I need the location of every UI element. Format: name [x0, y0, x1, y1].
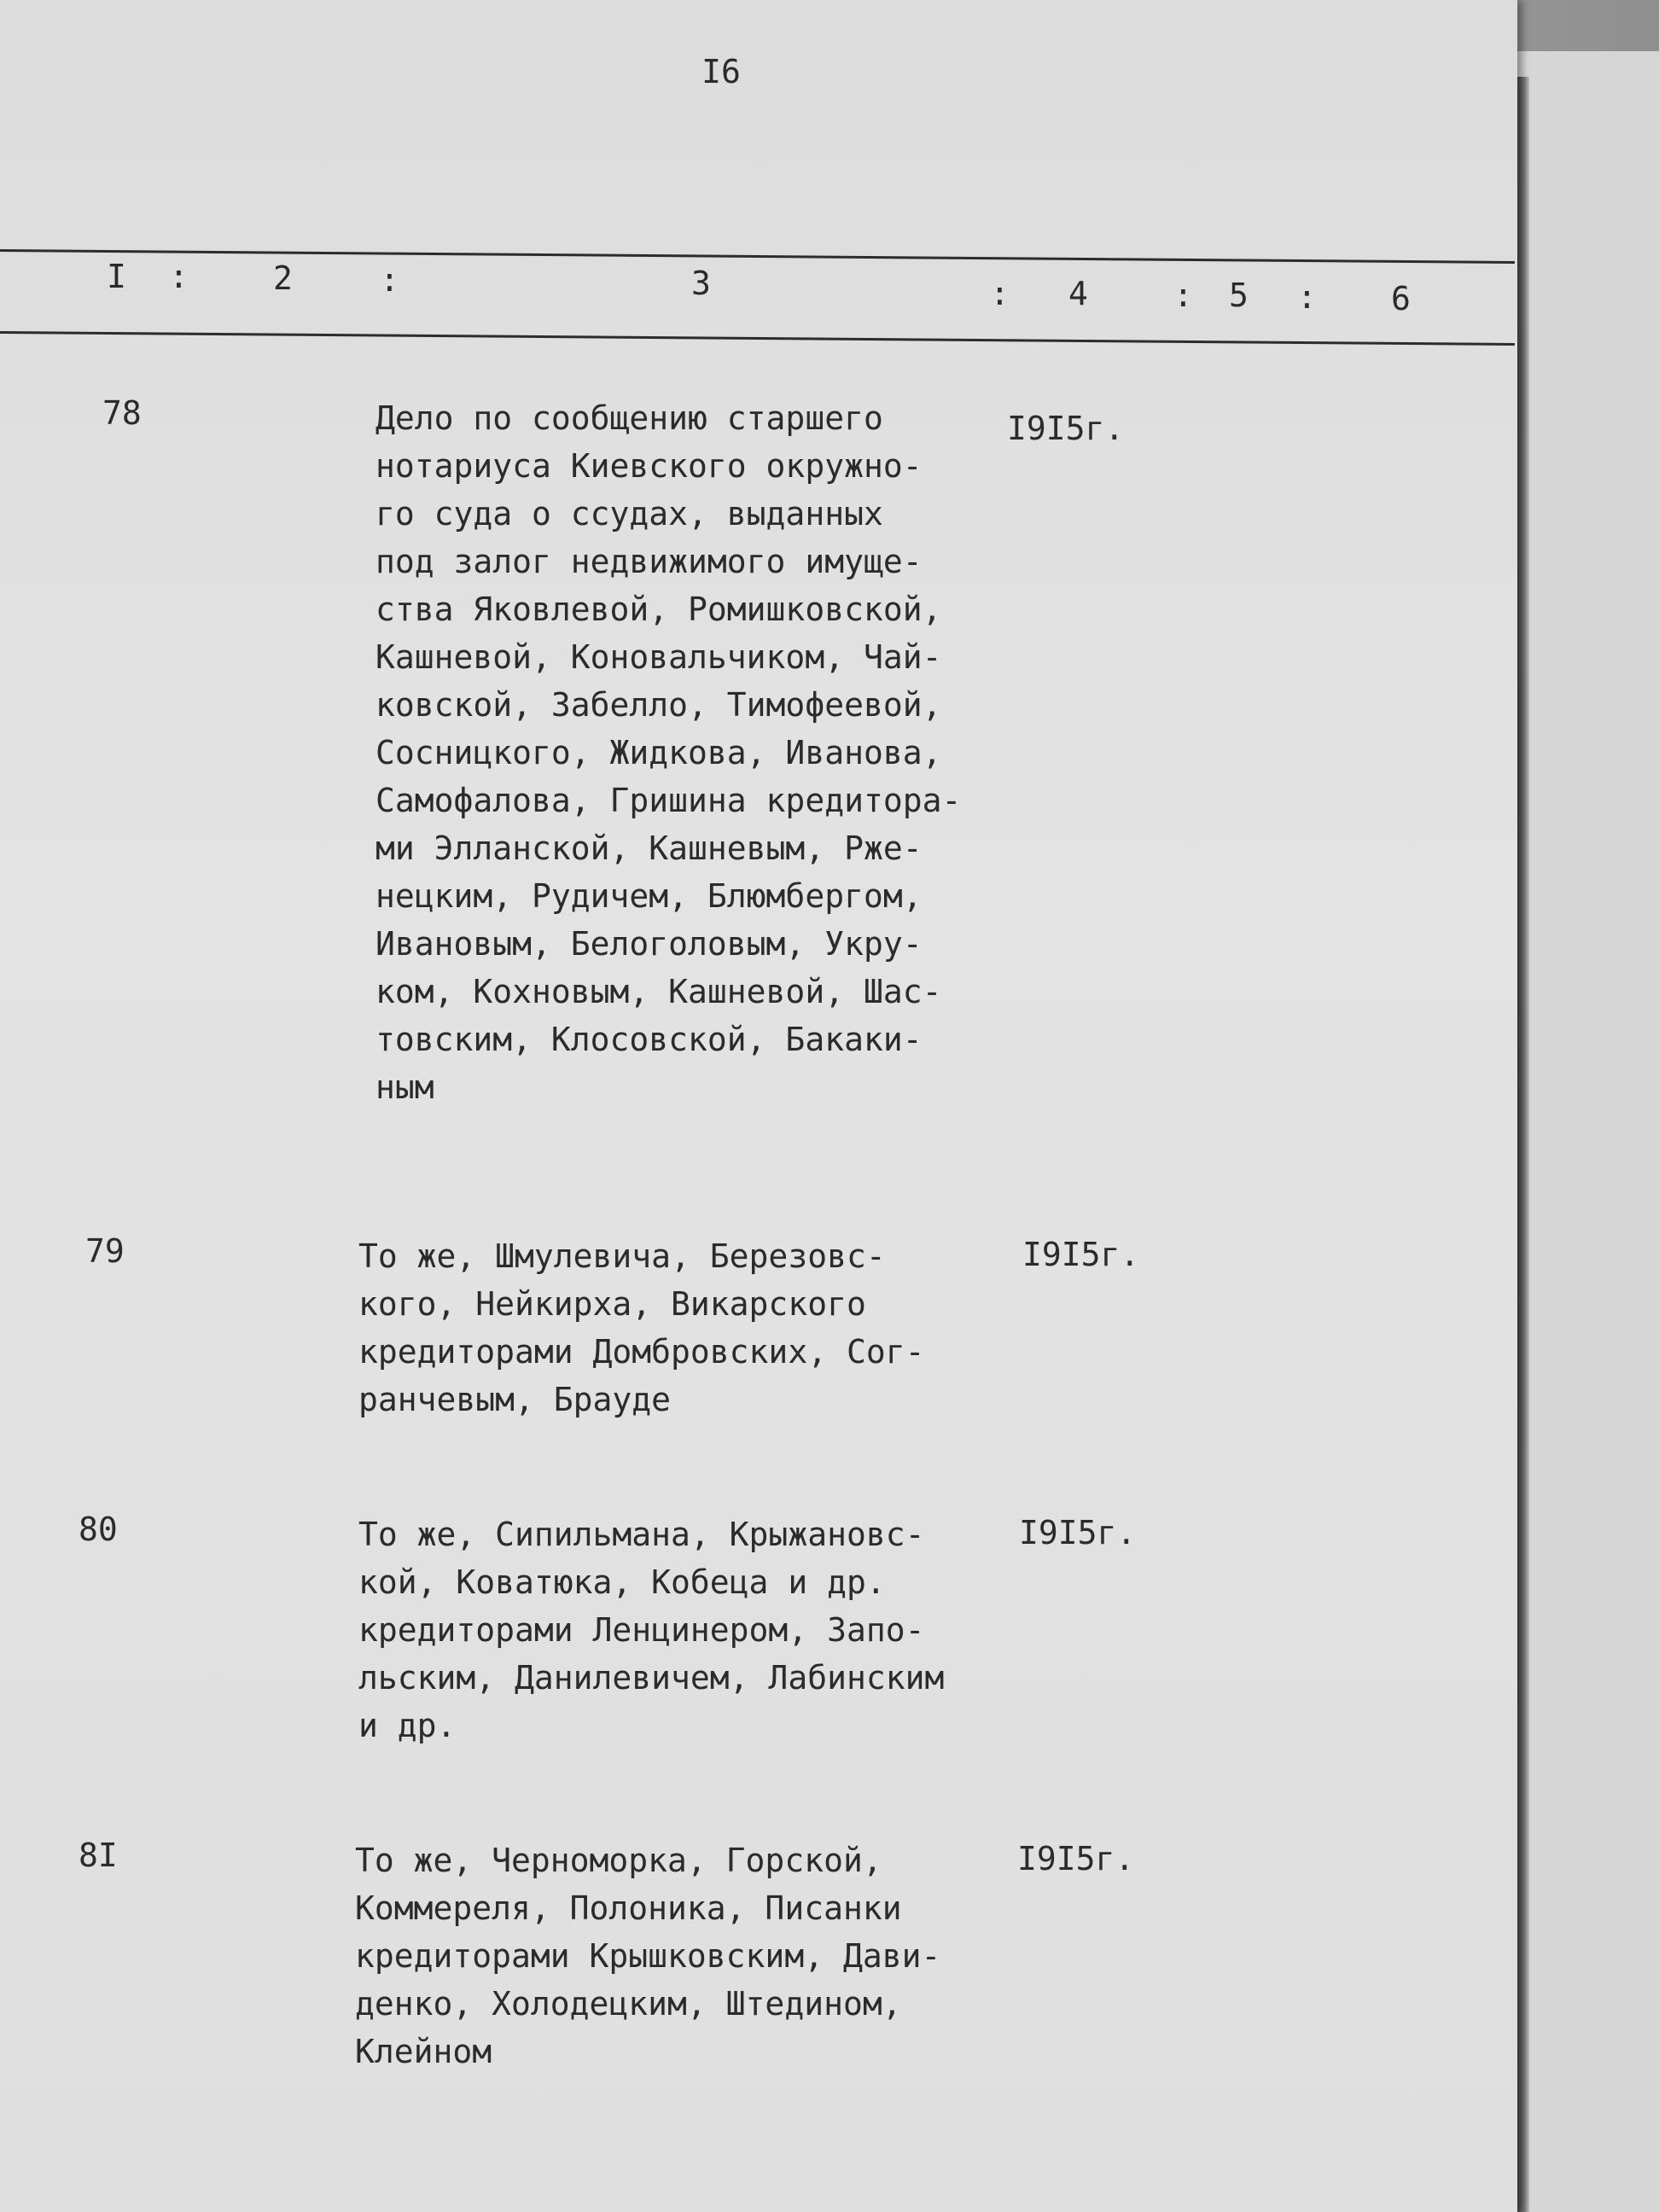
column-header-2: 2	[273, 259, 293, 297]
entry-description: То же, Сипильмана, Крыжановс- кой, Коватюка, Кобеца и др. кредиторами Ленцинером, Запо- льским, Данилевичем, Лабинским и др.	[358, 1516, 945, 1744]
entry-year: I9I5г.	[1019, 1514, 1137, 1551]
page-edge	[1517, 77, 1529, 2212]
column-header-row	[0, 256, 1515, 324]
entry-number: 78	[102, 394, 142, 432]
column-header-6: 6	[1391, 280, 1411, 317]
entry-description: То же, Черноморка, Горской, Коммереля, Полоника, Писанки кредиторами Крышковским, Дави- денко, Холодецким, Штедином, Клейном	[355, 1842, 941, 2070]
entry-description: То же, Шмулевича, Березовс- кого, Нейкирха, Викарского кредиторами Домбровских, Сог- ранчевым, Брауде	[358, 1237, 925, 1418]
column-separator: :	[380, 261, 399, 299]
column-header-1: I	[107, 258, 126, 295]
entry-year: I9I5г.	[1022, 1236, 1140, 1273]
entry-description: Дело по сообщению старшего нотариуса Киевского окружно- го суда о ссудах, выданных под залог недвижимого имуще- ства Яковлевой, Ромишковской, Кашневой, Коновальчиком, Чай- ковской, Забелло, Тимофеевой, Сосницкого, Жидкова, Иванова, Самофалова, Гришина кредитора- ми Элланской, Кашневым, Рже- нецким, Рудичем, Блюмбергом, Ивановым, Белоголовым, Укру- ком, Кохновым, Кашневой, Шас- товским, Клосовской, Бакаки- ным	[375, 399, 962, 1106]
entry-number: 79	[85, 1232, 125, 1270]
column-separator: :	[990, 275, 1010, 312]
column-separator: :	[169, 258, 189, 295]
header-rule-bottom	[0, 331, 1515, 346]
entry-number: 8I	[79, 1837, 118, 1874]
column-separator: :	[1297, 278, 1317, 316]
column-header-3: 3	[691, 265, 711, 302]
entry-year: I9I5г.	[1007, 410, 1125, 447]
page-number: I6	[701, 53, 741, 90]
entry-number: 80	[79, 1511, 118, 1548]
entry-year: I9I5г.	[1017, 1840, 1135, 1877]
column-header-4: 4	[1068, 275, 1088, 312]
column-header-5: 5	[1229, 276, 1249, 314]
column-separator: :	[1173, 276, 1193, 314]
